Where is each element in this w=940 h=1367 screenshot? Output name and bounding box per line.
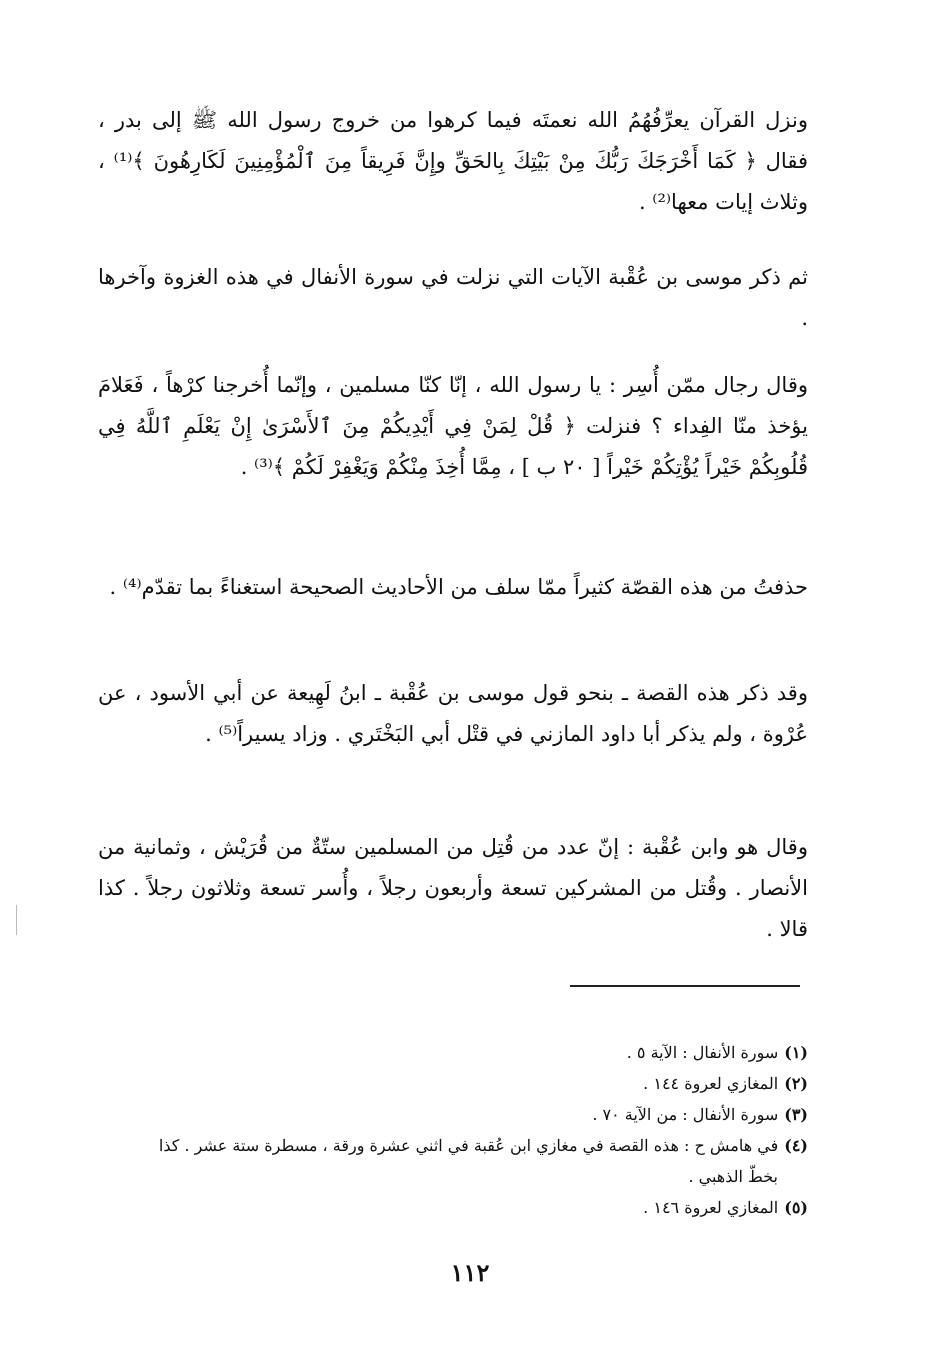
footnote-number: (٤) bbox=[784, 1136, 808, 1155]
footnote-number: (٢) bbox=[784, 1074, 808, 1093]
footnote-text: المغازي لعروة ١٤٤ . bbox=[643, 1074, 779, 1093]
footnote-2 bbox=[98, 1068, 808, 1099]
paragraph-text: وقال رجال ممّن أُسِر : يا رسول الله ، إنّا كنّا مسلمين ، وإنّما أُخرجنا كرْهاً ، فَعَلامَ يؤخذ منّا الفِداء ؟ فنزلت ﴿ قُلْ لِمَنْ فِي أَيْدِيكُمْ مِنَ ٱلأَسْرَىٰ إِنْ يَعْلَمِ ٱللَّهُ فِي قُلُوبِكُمْ خَيْراً يُؤْتِكُمْ خَيْراً [ ٢٠ ب ] ، مِمَّا أُخِذَ مِنْكُمْ وَيَغْفِرْ لَكُمْ ﴾⁽³⁾ . bbox=[98, 373, 808, 479]
paragraph-text: وقال هو وابن عُقْبة : إنّ عدد من قُتِل من المسلمين ستّةٌ من قُرَيْش ، وثمانية من الأنصار . وقُتل من المشركين تسعة وأربعون رجلاً ، وأُسر تسعة وثلاثون رجلاً . كذا قالا . bbox=[98, 835, 808, 941]
footnote-1 bbox=[98, 1037, 808, 1068]
footnote-number: (٣) bbox=[784, 1105, 808, 1124]
footnote-number: (٥) bbox=[784, 1198, 808, 1217]
footnote-text: سورة الأنفال : من الآية ٧٠ . bbox=[592, 1105, 779, 1124]
page-number: ١١٢ bbox=[450, 1258, 490, 1287]
footnote-divider bbox=[570, 985, 800, 987]
footnotes-section bbox=[98, 1037, 808, 1223]
footnote-number: (١) bbox=[784, 1043, 808, 1062]
footnote-4-continuation: بخطّ الذهبي . bbox=[688, 1167, 778, 1186]
footnote-text: في هامش ح : هذه القصة في مغازي ابن عُقبة في اثني عشرة ورقة ، مسطرة ستة عشر . كذا bbox=[158, 1136, 779, 1155]
paragraph-text: ونزل القرآن يعرِّفُهُمُ الله نعمتَه فيما كرهوا من خروج رسول الله ﷺ إلى بدر ، فقال ﴿ كَمَا أَخْرَجَكَ رَبُّكَ مِنْ بَيْتِكَ بِالحَقِّ وإِنَّ فَرِيقاً مِنَ ٱلْمُؤْمِنِينَ لَكَارِهُونَ ﴾⁽¹⁾ ، وثلاث إيات معها⁽²⁾ . bbox=[98, 108, 808, 214]
paragraph-text: حذفتُ من هذه القصّة كثيراً ممّا سلف من الأحاديث الصحيحة استغناءً بما تقدّم⁽⁴⁾ . bbox=[109, 575, 808, 599]
paragraph-text: وقد ذكر هذه القصة ـ بنحو قول موسى بن عُقْبة ـ ابنُ لَهِيعة عن أبي الأسود ، عن عُرْوة ، ولم يذكر أبا داود المازني في قتْل أبي البَخْتَري . وزاد يسيراً⁽⁵⁾ . bbox=[98, 681, 808, 746]
paragraph-text: ثم ذكر موسى بن عُقْبة الآيات التي نزلت في سورة الأنفال في هذه الغزوة وآخرها . bbox=[98, 265, 808, 330]
footnote-3 bbox=[98, 1099, 808, 1130]
scan-margin-mark bbox=[16, 905, 17, 935]
body-paragraph-4 bbox=[98, 567, 808, 608]
body-paragraph-6 bbox=[98, 827, 808, 950]
footnote-text: سورة الأنفال : الآية ٥ . bbox=[626, 1043, 779, 1062]
body-paragraph-5 bbox=[98, 673, 808, 755]
footnote-4 bbox=[98, 1130, 808, 1161]
body-paragraph-2 bbox=[98, 257, 808, 339]
footnote-text: المغازي لعروة ١٤٦ . bbox=[643, 1198, 779, 1217]
footnote-5 bbox=[98, 1192, 808, 1223]
body-paragraph-3 bbox=[98, 365, 808, 488]
body-paragraph-1 bbox=[98, 100, 808, 223]
